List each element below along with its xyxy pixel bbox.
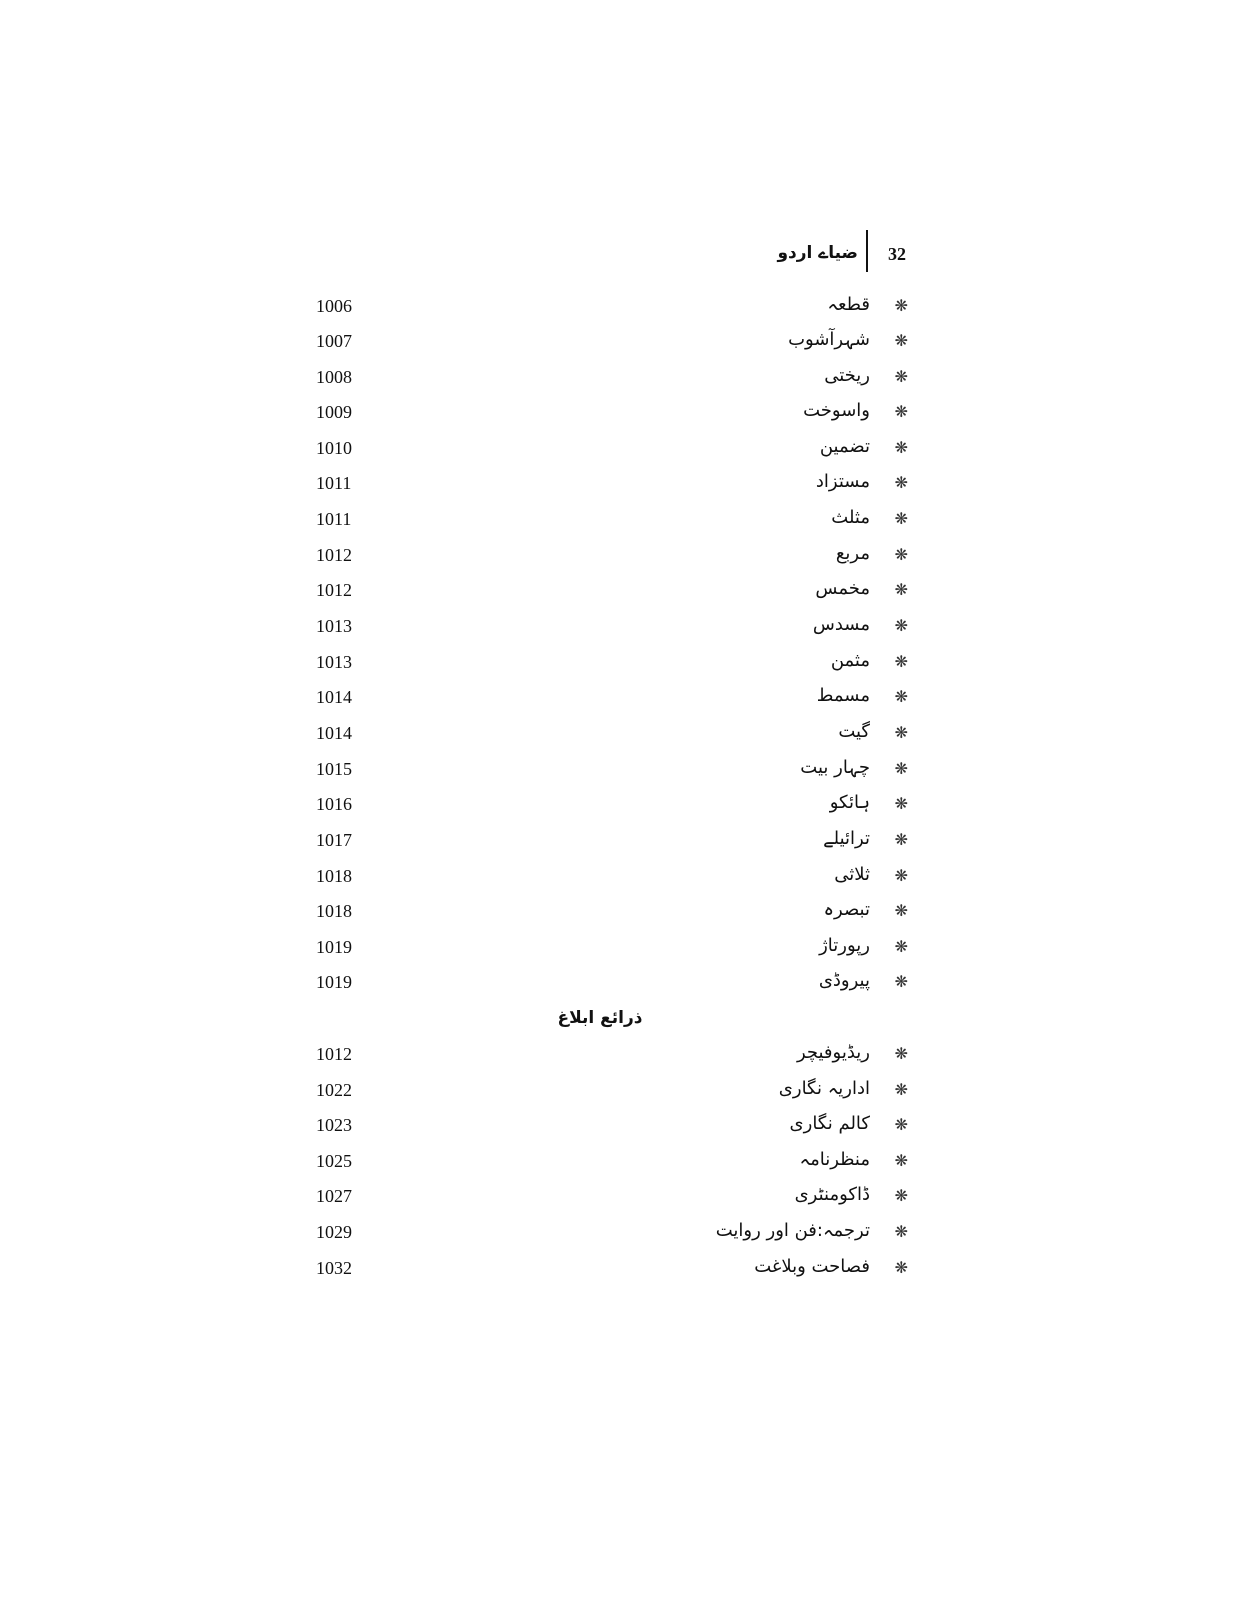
eight-petal-star-icon: ❋ [894, 937, 908, 956]
toc-row [300, 933, 920, 963]
toc-title: واسوخت [803, 400, 870, 421]
toc-title: قطعہ [827, 294, 870, 315]
toc-page-number: 1032 [316, 1258, 352, 1278]
toc-title: مربع [835, 543, 870, 564]
toc-page-number: 1019 [316, 937, 352, 957]
toc-page-number: 1010 [316, 438, 352, 458]
toc-page-number: 1017 [316, 830, 352, 850]
toc-row [300, 505, 920, 535]
toc-row [300, 576, 920, 606]
toc-page-number: 1023 [316, 1115, 352, 1135]
toc-page-number: 1014 [316, 723, 352, 743]
toc-title: شہرآشوب [788, 329, 870, 350]
toc-row [300, 1040, 920, 1070]
eight-petal-star-icon: ❋ [894, 1258, 908, 1277]
toc-title: ہائکو [829, 792, 870, 813]
eight-petal-star-icon: ❋ [894, 1115, 908, 1134]
toc-page-number: 1025 [316, 1151, 352, 1171]
toc-row [300, 469, 920, 499]
book-title: ضیاے اردو [777, 243, 858, 263]
toc-page-number: 1011 [316, 509, 352, 529]
header-divider [866, 230, 868, 272]
toc-title: ریڈیوفیچر [796, 1042, 870, 1063]
toc-row [300, 1076, 920, 1106]
running-header [777, 230, 920, 272]
toc-row [300, 541, 920, 571]
eight-petal-star-icon: ❋ [894, 331, 908, 350]
eight-petal-star-icon: ❋ [894, 794, 908, 813]
toc-title: مثلث [831, 507, 870, 528]
toc-row [300, 292, 920, 322]
toc-page-number: 1009 [316, 402, 352, 422]
toc-page-number: 1007 [316, 331, 352, 351]
toc-page-number: 1019 [316, 972, 352, 992]
toc-page-number: 1008 [316, 367, 352, 387]
toc-title: مسمط [816, 685, 870, 706]
toc-title: چہار بیت [800, 757, 870, 778]
toc-title: ترجمہ:فن اور روایت [715, 1220, 870, 1241]
eight-petal-star-icon: ❋ [894, 1080, 908, 1099]
toc-page-number: 1016 [316, 794, 352, 814]
toc-page-number: 1022 [316, 1080, 352, 1100]
toc-row [300, 363, 920, 393]
toc-page-number: 1015 [316, 759, 352, 779]
toc-page-number: 1012 [316, 1044, 352, 1064]
toc-row [300, 719, 920, 749]
toc-title: تضمین [819, 436, 870, 457]
eight-petal-star-icon: ❋ [894, 509, 908, 528]
eight-petal-star-icon: ❋ [894, 616, 908, 635]
toc-row [300, 1182, 920, 1212]
toc-row [300, 398, 920, 428]
toc-row [300, 826, 920, 856]
eight-petal-star-icon: ❋ [894, 759, 908, 778]
toc-page-number: 1006 [316, 296, 352, 316]
section-heading: ذرائع ابلاغ [557, 1008, 643, 1028]
toc-row [300, 897, 920, 927]
eight-petal-star-icon: ❋ [894, 652, 908, 671]
toc-page-number: 1014 [316, 687, 352, 707]
toc-title: رپورتاژ [819, 935, 870, 956]
toc-row [300, 1111, 920, 1141]
toc-title: ریختی [824, 365, 870, 386]
eight-petal-star-icon: ❋ [894, 723, 908, 742]
toc-title: مستزاد [815, 471, 870, 492]
toc-title: منظرنامہ [799, 1149, 870, 1170]
eight-petal-star-icon: ❋ [894, 1044, 908, 1063]
toc-row [300, 612, 920, 642]
toc-title: پیروڈی [818, 970, 870, 991]
eight-petal-star-icon: ❋ [894, 580, 908, 599]
eight-petal-star-icon: ❋ [894, 473, 908, 492]
eight-petal-star-icon: ❋ [894, 438, 908, 457]
toc-row [300, 862, 920, 892]
toc-row [300, 1254, 920, 1284]
toc-title: ثلاثی [834, 864, 870, 885]
eight-petal-star-icon: ❋ [894, 830, 908, 849]
toc-title: ترائیلے [823, 828, 870, 849]
eight-petal-star-icon: ❋ [894, 545, 908, 564]
toc-title: مثمن [830, 650, 870, 671]
toc-title: اداریہ نگاری [778, 1078, 870, 1099]
toc-row [300, 968, 920, 998]
toc-title: کالم نگاری [789, 1113, 870, 1134]
eight-petal-star-icon: ❋ [894, 972, 908, 991]
eight-petal-star-icon: ❋ [894, 866, 908, 885]
toc-title: گیت [838, 721, 870, 742]
eight-petal-star-icon: ❋ [894, 402, 908, 421]
eight-petal-star-icon: ❋ [894, 901, 908, 920]
toc-page-number: 1029 [316, 1222, 352, 1242]
toc-page-number: 1011 [316, 473, 352, 493]
toc-page-number: 1013 [316, 616, 352, 636]
toc-page-number: 1012 [316, 580, 352, 600]
toc-page-number: 1018 [316, 901, 352, 921]
toc-title: مسدس [812, 614, 870, 635]
toc-row [300, 1218, 920, 1248]
toc-row [300, 755, 920, 785]
toc-title: تبصرہ [823, 899, 870, 920]
toc-row [300, 683, 920, 713]
toc-page-number: 1018 [316, 866, 352, 886]
toc-title: فصاحت وبلاغت [754, 1256, 870, 1277]
eight-petal-star-icon: ❋ [894, 687, 908, 706]
eight-petal-star-icon: ❋ [894, 1186, 908, 1205]
toc-title: ڈاکومنٹری [794, 1184, 870, 1205]
toc-page-number: 1027 [316, 1186, 352, 1206]
toc-row [300, 1147, 920, 1177]
eight-petal-star-icon: ❋ [894, 1151, 908, 1170]
toc-title: مخمس [815, 578, 870, 599]
toc-row [300, 434, 920, 464]
toc-row [300, 327, 920, 357]
eight-petal-star-icon: ❋ [894, 1222, 908, 1241]
eight-petal-star-icon: ❋ [894, 296, 908, 315]
toc-row [300, 648, 920, 678]
eight-petal-star-icon: ❋ [894, 367, 908, 386]
toc-row [300, 790, 920, 820]
toc-page-number: 1013 [316, 652, 352, 672]
page-number: 32 [888, 244, 906, 264]
toc-page-number: 1012 [316, 545, 352, 565]
